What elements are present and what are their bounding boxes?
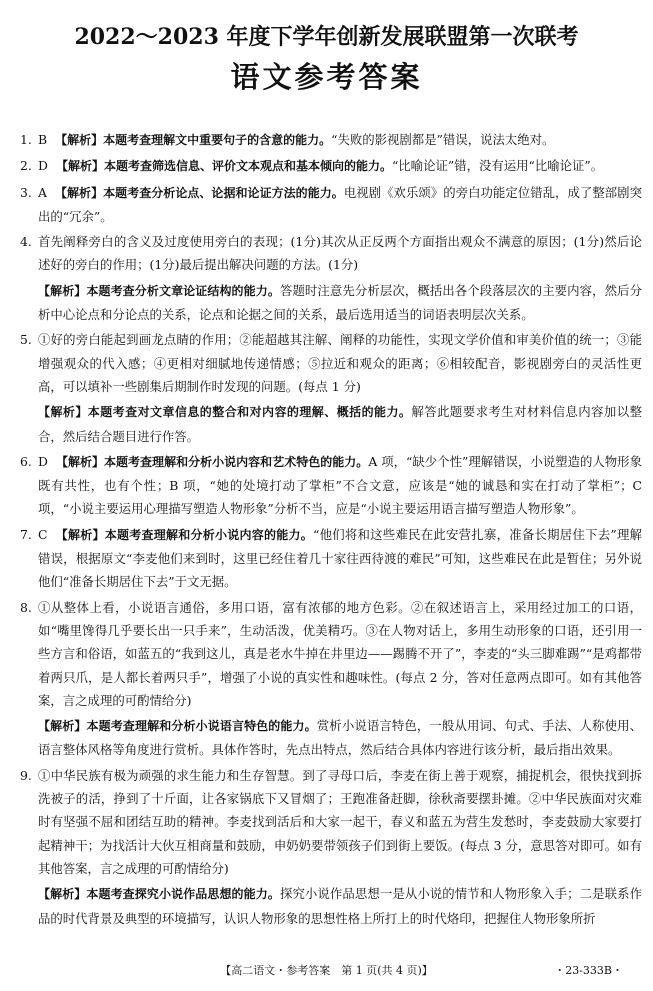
answer-text: ①好的旁白能起到画龙点睛的作用；②能超越其注解、阐释的功能性，实现文学价值和审美价值的统一；③能增强观众的代入感；④更相对细腻地传递情感；⑤拉近和观众的距离；⑥相较配音，影视剧旁白的灵活性更高，可以填补一些剧集后期制作时发现的问题。(每点 1 分) bbox=[38, 332, 642, 394]
analysis-text: 答题时注意先分析层次，概括出各个段落层次的主要内容，然后分析中心论点和分论点的关系，论点和论据之间的关系，最后选用适当的词语表明层次关系。 bbox=[38, 282, 642, 323]
answer-choice: B bbox=[38, 132, 48, 147]
answer-item-9 bbox=[20, 764, 642, 880]
page-footer bbox=[0, 961, 653, 981]
analysis-text: 电视剧《欢乐颂》的旁白功能定位错乱，成了整部剧突出的“冗余”。 bbox=[38, 184, 642, 224]
analysis-block-5 bbox=[20, 400, 642, 448]
analysis-tag: 【解析】本题考查探究小说作品思想的能力。 bbox=[38, 887, 280, 902]
analysis-block-4 bbox=[20, 279, 642, 327]
analysis-text: 探究小说作品思想一是从小说的情节和人物形象入手；二是联系作品的时代背景及典型的环境描写，认识人物形象的思想性格上所打上的时代烙印，把握住人物形象所折 bbox=[38, 886, 642, 926]
analysis-tag: 【解析】本题考查筛选信息、评价文本观点和基本倾向的能力。 bbox=[55, 159, 392, 174]
analysis-text: “失败的影视剧都是”错误，说法太绝对。 bbox=[331, 132, 555, 147]
answer-item-5 bbox=[20, 328, 642, 398]
question-number: 9. bbox=[20, 767, 32, 783]
footer-exam-code: ・23-333B・ bbox=[554, 964, 623, 977]
analysis-text: 赏析小说语言特色，一般从用词、句式、手法、人称使用、语言整体风格等角度进行赏析。具体作答时，先点出特点，然后结合具体内容进行该分析，最后指出效果。 bbox=[38, 718, 642, 758]
question-number: 8. bbox=[20, 599, 32, 615]
question-number: 7. bbox=[20, 526, 32, 542]
footer-page-info: 【高二语文・参考答案 第 1 页(共 4 页)】 bbox=[220, 964, 433, 977]
answer-item-3 bbox=[20, 181, 642, 229]
answer-item-1 bbox=[20, 128, 642, 152]
answer-text: 首先阐释旁白的含义及过度使用旁白的表现；(1分)其次从正反两个方面指出观众不满意的原因；(1分)然后论述好的旁白的作用；(1分)最后提出解决问题的方法。(1分) bbox=[38, 234, 642, 273]
analysis-text: “比喻论证”错，没有运用“比喻论证”。 bbox=[391, 158, 604, 174]
question-number: 6. bbox=[20, 453, 32, 469]
answer-choice: D bbox=[38, 158, 48, 174]
analysis-tag: 【解析】本题考查对文章信息的整合和对内容的理解、概括的能力。 bbox=[38, 405, 412, 420]
question-number: 1. bbox=[20, 132, 32, 147]
analysis-text: A 项，“缺少个性”理解错误，小说塑造的人物形象既有共性，也有个性；B 项，“她的处境打动了掌柜”不合文意，应该是“她的诚恳和实在打动了掌柜”；C 项，“小说主要运用心理描写塑造人物形象”分析不当，应是“小说主要运用语言描写塑造人物形象”。 bbox=[38, 453, 642, 517]
answer-item-4 bbox=[20, 230, 642, 277]
answer-item-2 bbox=[20, 154, 642, 178]
answer-item-8 bbox=[20, 596, 642, 712]
question-number: 4. bbox=[20, 234, 32, 250]
answer-choice: D bbox=[38, 453, 48, 469]
answer-item-6 bbox=[20, 450, 642, 521]
answer-text: ①从整体上看，小说语言通俗，多用口语，富有浓郁的地方色彩。②在叙述语言上，采用经过加工的口语，如“嘴里馋得几乎要长出一只手来”，生动活泼，优美精巧。③在人物对话上，多用生动形象的口语，还引用一些方言和俗语，如蓝五的“我到这儿，真是老水牛掉在井里边——踢腾不开了”，李麦的“头三脚难踢”“是鸡都带着两只爪，是人都长着两只手”，增强了小说的真实性和趣味性。(每点 2 分，答对任意两点即可。如有其他答案，言之成理的可酌情给分) bbox=[38, 599, 642, 708]
question-number: 3. bbox=[20, 184, 32, 200]
analysis-tag: 【解析】本题考查理解和分析小说内容和艺术特色的能力。 bbox=[55, 454, 369, 469]
analysis-tag: 【解析】本题考查分析文章论证结构的能力。 bbox=[38, 283, 280, 298]
analysis-tag: 【解析】本题考查分析论点、论据和论证方法的能力。 bbox=[54, 185, 344, 200]
answer-text: ①中华民族有极为顽强的求生能力和生存智慧。到了寻母口后，李麦在街上善于观察，捕捉机会，很快找到拆洗被子的活，挣到了十斤面，让各家锅底下又冒烟了；王跑准备赶脚，徐秋斋要摆卦摊。②中华民族面对灾难时有坚强不屈和团结互助的精神。李麦找到活后和大家一起干，春义和蓝五为营生发愁时，李麦鼓励大家要打起精神干；为找活计大伙互相商量和鼓励，申奶奶要带领孩子们到街上要饭。(每点 3 分，意思答对即可。如有其他答案，言之成理的可酌情给分) bbox=[38, 767, 642, 876]
analysis-tag: 【解析】本题考查理解和分析小说语言特色的能力。 bbox=[38, 719, 317, 734]
analysis-block-9 bbox=[20, 882, 642, 930]
document-header bbox=[0, 22, 653, 96]
analysis-text: “他们将和这些难民在此安营扎寨，准备长期居住下去”理解错误，根据原文“李麦他们来到时，这里已经住着几十家往西待渡的难民”可知，这些难民在此是暂住；另外说他们“准备长期居住下去”于文无据。 bbox=[38, 526, 642, 590]
answer-item-7 bbox=[20, 523, 642, 594]
answer-choice: A bbox=[38, 184, 47, 200]
analysis-text: 解答此题要求考生对材料信息内容加以整合，然后结合题目进行作答。 bbox=[38, 404, 643, 444]
answer-list bbox=[20, 128, 642, 932]
analysis-tag: 【解析】本题考查理解文中重要句子的含意的能力。 bbox=[55, 133, 332, 147]
exam-title: 2022～2023 年度下学年创新发展联盟第一次联考 bbox=[74, 24, 579, 50]
document-subtitle: 语文参考答案 bbox=[230, 60, 423, 94]
question-number: 2. bbox=[20, 158, 32, 174]
answer-choice: C bbox=[38, 526, 48, 542]
analysis-block-8 bbox=[20, 714, 642, 762]
analysis-tag: 【解析】本题考查理解和分析小说内容的能力。 bbox=[55, 527, 314, 542]
question-number: 5. bbox=[20, 332, 32, 348]
